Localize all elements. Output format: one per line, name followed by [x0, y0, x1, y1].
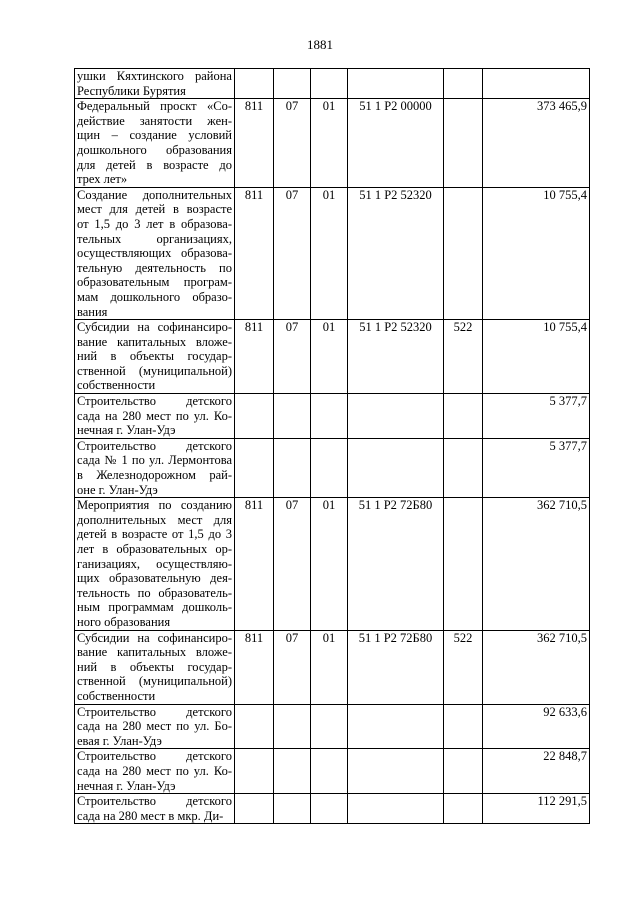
sum-cell: 92 633,6	[483, 704, 590, 749]
target-article-cell: 51 1 Р2 52320	[348, 320, 444, 394]
row-name-line: ний в объекты государ-	[77, 349, 232, 364]
expense-type-cell: 522	[444, 630, 483, 704]
sum-cell: 10 755,4	[483, 187, 590, 319]
row-name-line: Создание дополнительных	[77, 187, 232, 202]
sum-cell: 22 848,7	[483, 749, 590, 794]
table-row	[75, 69, 590, 99]
row-name-line: сада на 280 мест по ул. Ко-	[77, 408, 232, 423]
row-name-cell	[75, 749, 235, 794]
row-name-line: ственной (муниципальной)	[77, 674, 232, 689]
subsection-code-cell	[311, 749, 348, 794]
sum-cell: 362 710,5	[483, 498, 590, 630]
row-name-line: тельную деятельность по	[77, 260, 232, 275]
table-row	[75, 320, 590, 394]
admin-code-cell	[235, 749, 274, 794]
admin-code-cell: 811	[235, 99, 274, 188]
row-name-line: Строительство детского	[77, 794, 232, 809]
row-name-line: сада № 1 по ул. Лермонтова	[77, 453, 232, 468]
section-code-cell	[274, 69, 311, 99]
table-row	[75, 394, 590, 439]
section-code-cell	[274, 794, 311, 824]
subsection-code-cell	[311, 794, 348, 824]
row-name-cell	[75, 704, 235, 749]
admin-code-cell	[235, 394, 274, 439]
admin-code-cell	[235, 704, 274, 749]
admin-code-cell: 811	[235, 630, 274, 704]
row-name-line: Мероприятия по созданию	[77, 498, 232, 513]
row-name-cell	[75, 498, 235, 630]
row-name-line: ганизациях, осуществляю-	[77, 556, 232, 571]
admin-code-cell	[235, 794, 274, 824]
row-name-line: ний в объекты государ-	[77, 659, 232, 674]
row-name-line: щих образовательную дея-	[77, 571, 232, 586]
page-number: 1881	[307, 37, 333, 52]
expense-type-cell	[444, 394, 483, 439]
row-name-line: Федеральный проскт «Со-	[77, 99, 232, 114]
row-name-line: Субсидии на софинансиро-	[77, 320, 232, 335]
row-name-cell	[75, 99, 235, 188]
row-name-line: ушки Кяхтинского района	[77, 69, 232, 83]
table-row	[75, 794, 590, 824]
row-name-line: Субсидии на софинансиро-	[77, 630, 232, 645]
target-article-cell: 51 1 Р2 72Б80	[348, 498, 444, 630]
row-name-line: Республики Бурятия	[77, 83, 186, 98]
target-article-cell: 51 1 Р2 72Б80	[348, 630, 444, 704]
table-row	[75, 438, 590, 497]
target-article-cell	[348, 438, 444, 497]
row-name-line: тельность по образователь-	[77, 585, 232, 600]
row-name-cell	[75, 794, 235, 824]
target-article-cell	[348, 749, 444, 794]
table-row	[75, 704, 590, 749]
row-name-line: лет в образовательных ор-	[77, 542, 232, 556]
sum-cell: 362 710,5	[483, 630, 590, 704]
expense-type-cell	[444, 187, 483, 319]
row-name-line: собственности	[77, 378, 156, 393]
target-article-cell	[348, 394, 444, 439]
target-article-cell	[348, 794, 444, 824]
admin-code-cell	[235, 438, 274, 497]
subsection-code-cell: 01	[311, 498, 348, 630]
expense-type-cell	[444, 704, 483, 749]
table-row	[75, 630, 590, 704]
subsection-code-cell: 01	[311, 630, 348, 704]
section-code-cell: 07	[274, 99, 311, 188]
target-article-cell	[348, 704, 444, 749]
row-name-line: Строительство детского	[77, 394, 232, 409]
row-name-line: ственной (муниципальной)	[77, 363, 232, 378]
subsection-code-cell	[311, 69, 348, 99]
row-name-line: мам дошкольного образо-	[77, 289, 232, 304]
expense-type-cell	[444, 794, 483, 824]
sum-cell: 5 377,7	[483, 394, 590, 439]
row-name-line: трех лет»	[77, 172, 128, 187]
row-name-line: щин – создание условий	[77, 128, 232, 143]
expense-type-cell	[444, 99, 483, 188]
row-name-line: Строительство детского	[77, 749, 232, 764]
row-name-line: для детей в возрасте до	[77, 157, 232, 172]
row-name-line: сада на 280 мест по ул. Ко-	[77, 763, 232, 778]
row-name-line: вания	[77, 304, 108, 319]
admin-code-cell	[235, 69, 274, 99]
subsection-code-cell	[311, 704, 348, 749]
subsection-code-cell: 01	[311, 99, 348, 188]
section-code-cell: 07	[274, 630, 311, 704]
sum-cell: 10 755,4	[483, 320, 590, 394]
row-name-line: образовательным програм-	[77, 275, 232, 290]
row-name-line: нечная г. Улан-Удэ	[77, 778, 176, 793]
row-name-line: сада на 280 мест по ул. Бо-	[77, 719, 232, 734]
section-code-cell	[274, 704, 311, 749]
row-name-line: сада на 280 мест в мкр. Ди-	[77, 808, 224, 823]
admin-code-cell: 811	[235, 320, 274, 394]
row-name-line: оне г. Улан-Удэ	[77, 482, 158, 497]
section-code-cell	[274, 394, 311, 439]
row-name-cell	[75, 187, 235, 319]
expense-type-cell	[444, 498, 483, 630]
table-row	[75, 498, 590, 630]
row-name-line: мест для детей в возрасте	[77, 202, 232, 217]
row-name-line: тельных организациях,	[77, 231, 232, 246]
row-name-line: ного образования	[77, 614, 171, 629]
sum-cell: 373 465,9	[483, 99, 590, 188]
row-name-line: Строительство детского	[77, 704, 232, 719]
target-article-cell	[348, 69, 444, 99]
row-name-line: вание капитальных вложе-	[77, 645, 232, 660]
row-name-line: действие занятости жен-	[77, 113, 232, 128]
sum-cell	[483, 69, 590, 99]
section-code-cell: 07	[274, 498, 311, 630]
sum-cell: 5 377,7	[483, 438, 590, 497]
row-name-line: Строительство детского	[77, 438, 232, 453]
row-name-line: дошкольного образования	[77, 142, 232, 157]
table-row	[75, 749, 590, 794]
row-name-cell	[75, 394, 235, 439]
section-code-cell	[274, 749, 311, 794]
row-name-cell	[75, 630, 235, 704]
row-name-cell	[75, 320, 235, 394]
subsection-code-cell	[311, 438, 348, 497]
row-name-line: евая г. Улан-Удэ	[77, 733, 162, 748]
table-row	[75, 99, 590, 188]
row-name-line: нечная г. Улан-Удэ	[77, 423, 176, 438]
admin-code-cell: 811	[235, 187, 274, 319]
subsection-code-cell: 01	[311, 320, 348, 394]
row-name-line: дополнительных мест для	[77, 512, 232, 527]
target-article-cell: 51 1 Р2 00000	[348, 99, 444, 188]
row-name-line: собственности	[77, 688, 156, 703]
section-code-cell: 07	[274, 187, 311, 319]
subsection-code-cell: 01	[311, 187, 348, 319]
section-code-cell	[274, 438, 311, 497]
expense-type-cell: 522	[444, 320, 483, 394]
subsection-code-cell	[311, 394, 348, 439]
expense-type-cell	[444, 749, 483, 794]
row-name-line: в Железнодорожном рай-	[77, 468, 232, 483]
row-name-line: вание капитальных вложе-	[77, 334, 232, 349]
admin-code-cell: 811	[235, 498, 274, 630]
row-name-line: ным программам дошколь-	[77, 600, 232, 615]
row-name-line: от 1,5 до 3 лет в образова-	[77, 216, 232, 231]
expense-type-cell	[444, 69, 483, 99]
expense-type-cell	[444, 438, 483, 497]
row-name-line: осуществляющих образова-	[77, 246, 232, 261]
section-code-cell: 07	[274, 320, 311, 394]
table-row	[75, 187, 590, 319]
row-name-cell	[75, 69, 235, 99]
row-name-cell	[75, 438, 235, 497]
sum-cell: 112 291,5	[483, 794, 590, 824]
budget-table	[74, 68, 590, 824]
target-article-cell: 51 1 Р2 52320	[348, 187, 444, 319]
row-name-line: детей в возрасте от 1,5 до 3	[77, 527, 232, 542]
